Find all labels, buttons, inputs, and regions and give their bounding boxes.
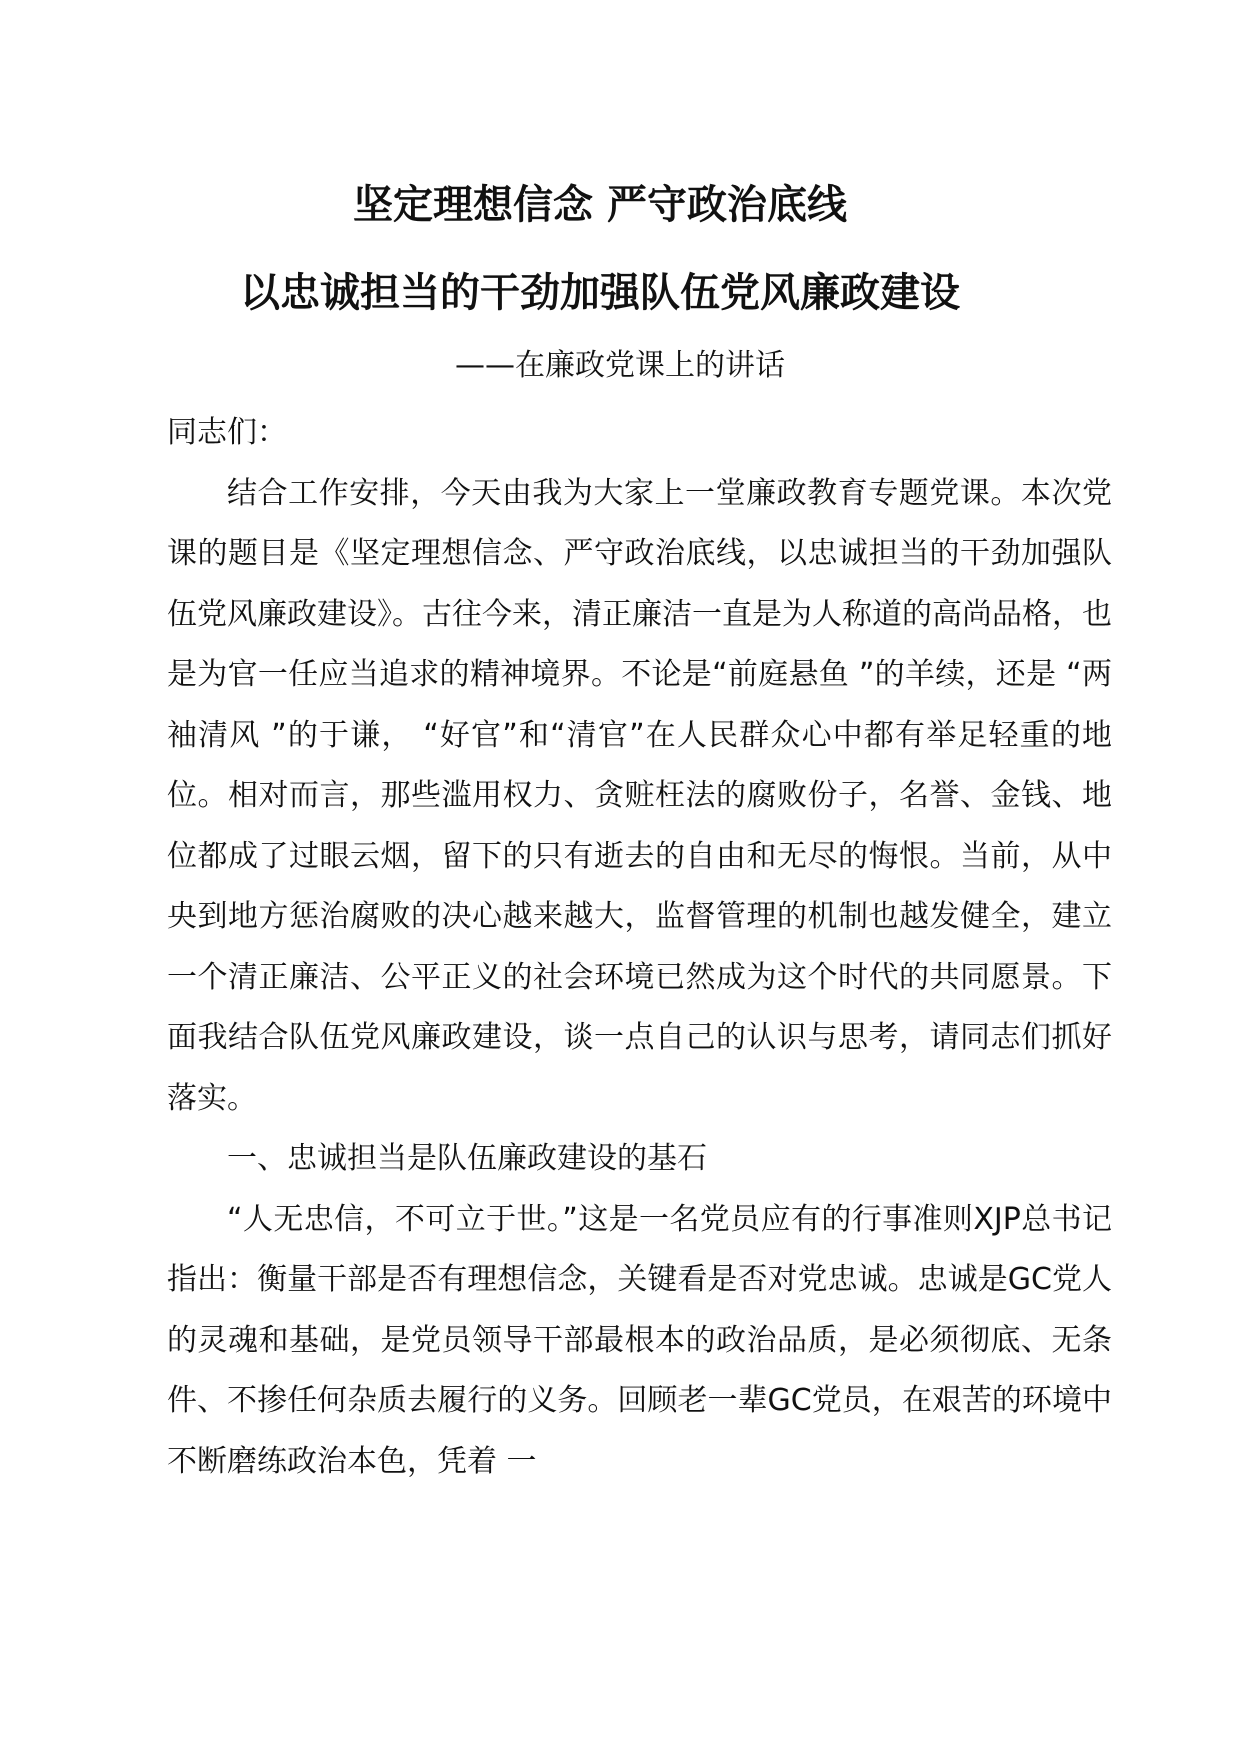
section-1-paragraph: “人无忠信，不可立于世。”这是一名党员应有的行事准则XJP总书记指出：衡量干部是否有理想信念，关键看是否对党忠诚。忠诚是GC党人的灵魂和基础，是党员领导干部最根本的政治品质，是必须彻底、无条件、不掺任何杂质去履行的义务。回顾老一辈GC党员，在艰苦的环境中不断磨练政治本色，凭着 一 — [167, 1201, 1112, 1479]
document-subtitle: ——在廉政党课上的讲话 — [455, 348, 785, 383]
document-body — [167, 403, 1112, 1492]
document-title-line-1: 坚定理想信念 严守政治底线 — [353, 182, 847, 228]
document-title-line-2: 以忠诚担当的干劲加强队伍党风廉政建设 — [240, 270, 960, 316]
salutation: 同志们： — [167, 415, 287, 450]
section-heading-1: 一、忠诚担当是队伍廉政建设的基石 — [227, 1141, 707, 1176]
opening-paragraph: 结合工作安排，今天由我为大家上一堂廉政教育专题党课。本次党课的题目是《坚定理想信念、严守政治底线，以忠诚担当的干劲加强队伍党风廉政建设》。古往今来，清正廉洁一直是为人称道的高尚品格，也是为官一任应当追求的精神境界。不论是“前庭悬鱼 ”的羊续，还是 “两袖清风 ”的于谦， “好官”和“清官”在人民群众心中都有举足轻重的地位。相对而言，那些滥用权力、贪赃枉法的腐败份子，名誉、金钱、地位都成了过眼云烟，留下的只有逝去的自由和无尽的悔恨。当前，从中央到地方惩治腐败的决心越来越大，监督管理的机制也越发健全，建立一个清正廉洁、公平正义的社会环境已然成为这个时代的共同愿景。下面我结合队伍党风廉政建设，谈一点自己的认识与思考，请同志们抓好落实。 — [167, 475, 1112, 1116]
